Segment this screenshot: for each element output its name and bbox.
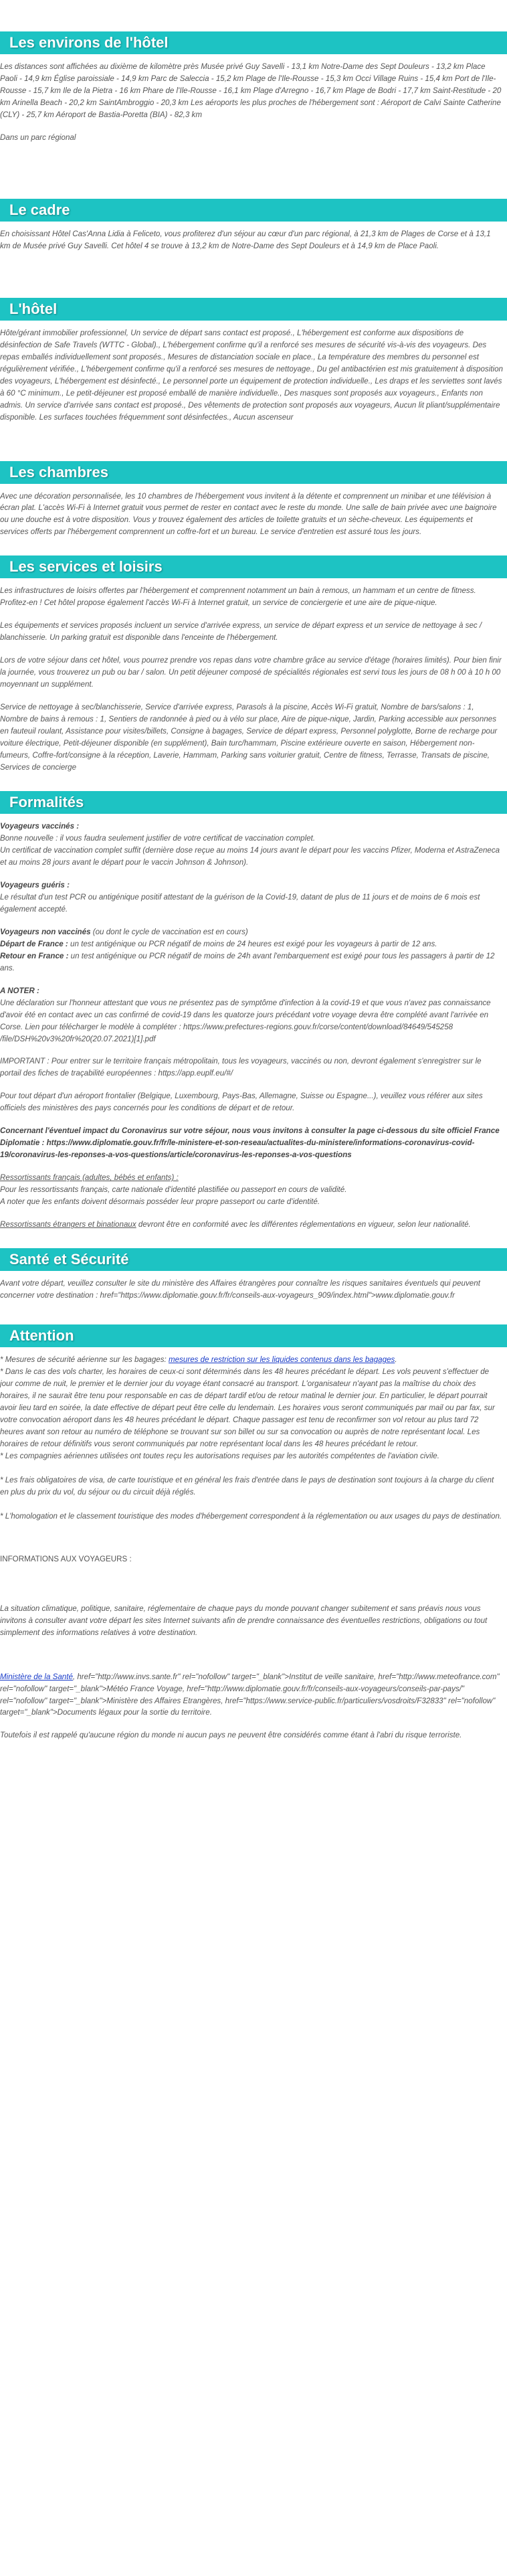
gueris-label: Voyageurs guéris : bbox=[0, 880, 70, 889]
formalites-important: IMPORTANT : Pour entrer sur le territoire français métropolitain, tous les voyageurs, vaccinés ou non, devront également s'enregistrer sur le portail des fiches de traçabilité européennes : https://app.euplf.eu/#/ bbox=[0, 1057, 482, 1078]
attention-bagages-suffix: . bbox=[395, 1355, 397, 1365]
formalites-ressortissants-fr bbox=[0, 1172, 503, 1208]
ressortissants-fr-label: Ressortissants français (adultes, bébés et enfants) : bbox=[0, 1173, 179, 1183]
attention-charter: * Dans le cas des vols charter, les horaires de ceux-ci sont déterminés dans les 48 heures précédant le départ. Les vols peuvent s'effectuer de jour comme de nuit, le premier et le dernier jour du voyage étant consacré au transport. L'organisateur n'ayant pas la maîtrise du choix des horaires, il ne saurait être tenu pour responsable en cas de départ tardif et/ou de retour matinal le dernier jour. En particulier, le départ pourrait avoir lieu tard en soirée, la date effective de départ peut être celle du lendemain. Les horaires vous seront communiqués par mail ou par fax, sur votre convocation aéroport dans les 48 heures précédant le départ. Chaque passager est tenu de reconfirmer son vol retour au plus tard 72 heures avant son retour au numéro de téléphone se trouvant sur son billet ou sur sa convocation ou auprès de notre représentant local. Les horaires de retour définitifs vous seront communiqués par notre représentant local dans les 48 heures précédant le retour. bbox=[0, 1367, 495, 1448]
gueris-text: Le résultat d'un test PCR ou antigénique positif attestant de la guérison de la Covid-19, datant de plus de 11 jours et de moins de 6 mois est également accepté. bbox=[0, 892, 480, 914]
anoter-text: Une déclaration sur l'honneur attestant que vous ne présentez pas de symptôme d'infection à la covid-19 et que vous n'avez pas connaissance d'avoir été en contact avec un cas confirmé de covid-19 dans les quatorze jours précédant votre voyage devra être complété avant l'arrivée en Corse. Lien pour télécharger le modèle à compléter : https://www.prefectures-regions.gouv.fr/corse/content/download/84649/545258 /file/DSH%20v3%20fr%20(20.07.2021)[1].pdf bbox=[0, 998, 491, 1043]
nonvacc-label: Voyageurs non vaccinés bbox=[0, 927, 91, 936]
attention-compagnies: * Les compagnies aériennes utilisées ont toutes reçu les autorisations requises par les autorités compétentes de l'aviation civile. bbox=[0, 1451, 439, 1460]
hotel-text: Hôte/gérant immobilier professionnel, Un service de départ sans contact est proposé., L'hébergement est conforme aux dispositions de désinfection de Safe Travels (WTTC - Global)., L'hébergement confirme qu'il a renforcé ses mesures de sécurité vis-à-vis des voyageurs. Des repas emballés individuellement sont proposés., Mesures de distanciation sociale en place., La température des membres du personnel est régulièrement vérifiée., L'hébergement confirme qu'il a renforcé ses mesures de nettoyage., Du gel antibactérien est mis gratuitement à disposition des voyageurs, L'hébergement est désinfecté., Le personnel porte un équipement de protection individuelle., Les draps et les serviettes sont lavés à 60 °C minimum., Le petit-déjeuner est proposé emballé de manière individuelle., Des masques sont proposés aux voyageurs., Enfants non admis. Un service d'arrivée sans contact est proposé., Des vêtements de protection sont proposés aux voyageurs, Aucun lit pliant/supplémentaire disponible. Les surfaces touchées fréquemment sont désinfectées., Aucun ascenseur bbox=[0, 328, 503, 422]
cadre-text: En choisissant Hôtel Cas'Anna Lidia à Feliceto, vous profiterez d'un séjour au cœur d'un parc régional, à 21,3 km de Plages de Corse et à 13,1 km de Musée privé Guy Savelli. Cet hôtel 4 se trouve à 13,2 km de Notre-Dame des Sept Douleurs et à 14,9 km de Place Paoli. bbox=[0, 229, 491, 250]
attention-homologation: * L'homologation et le classement touristique des modes d'hébergement correspondent à la réglementation ou aux usages du pays de destination. bbox=[0, 1511, 502, 1521]
formalites-concernant bbox=[0, 1125, 503, 1161]
liquides-restriction-link[interactable]: mesures de restriction sur les liquides contenus dans les bagages bbox=[168, 1355, 395, 1365]
ressortissants-fr-line-2: A noter que les enfants doivent désormais posséder leur propre passeport ou carte d'identité. bbox=[0, 1197, 320, 1207]
vaccines-line-1: Bonne nouvelle : il vous faudra seulement justifier de votre certificat de vaccination complet. bbox=[0, 833, 316, 843]
environs-distances: Les distances sont affichées au dixième de kilomètre près Musée privé Guy Savelli - 13,1 km Notre-Dame des Sept Douleurs - 13,2 km Place Paoli - 14,9 km Église paroissiale - 14,9 km Parc de Saleccia - 15,2 km Plage de l'Ile-Rousse - 15,3 km Occi Village Ruins - 15,4 km Port de l'Ile-Rousse - 15,7 km Ile de la Pietra - 16 km Phare de l'Ile-Rousse - 16,1 km Plage d'Arregno - 16,7 km Plage de Bodri - 17,7 km Saint-Restitude - 20 km Arinella Beach - 20,2 km SaintAmbroggio - 20,3 km Les aéroports les plus proches de l'hébergement sont : Aéroport de Calvi Sainte Catherine (CLY) - 25,7 km Aéroport de Bastia-Poretta (BIA) - 82,3 km bbox=[0, 62, 502, 119]
attention-situation: La situation climatique, politique, sanitaire, réglementaire de chaque pays du monde pouvant changer subitement et sans préavis nous vous invitons à consulter avant votre départ les sites Internet suivants afin de prendre connaissance des éventuelles restrictions, obligations ou tout simplement des informations relatives à votre destination. bbox=[0, 1604, 488, 1637]
retour-label: Retour en France : bbox=[0, 951, 69, 960]
formalites-a-noter bbox=[0, 985, 503, 1045]
depart-label: Départ de France : bbox=[0, 939, 68, 948]
services-text-4: Service de nettoyage à sec/blanchisserie, Service d'arrivée express, Parasols à la piscine, Accès Wi-Fi gratuit, Nombre de bars/salons : 1, Nombre de bains à remous : 1, Sentiers de randonnée à pied ou à vélo sur place, Aire de pique-nique, Jardin, Parking accessible aux personnes en fauteuil roulant, Assistance pour visites/billets, Consigne à bagages, Service de départ express, Personnel polyglotte, Borne de recharge pour voiture électrique, Petit-déjeuner disponible (en supplément), Bain turc/hammam, Piscine extérieure ouverte en saison, Hébergement non-fumeurs, Coffre-fort/consigne à la réception, Laverie, Hammam, Parking sans voiturier gratuit, Centre de fitness, Terrasse, Transats de piscine, Services de concierge bbox=[0, 703, 498, 772]
attention-bagages bbox=[0, 1354, 503, 1366]
ministere-sante-link[interactable]: Ministère de la Santé bbox=[0, 1672, 73, 1681]
vaccines-label: Voyageurs vaccinés : bbox=[0, 821, 80, 831]
concernant-text: Concernant l'éventuel impact du Coronavirus sur votre séjour, nous vous invitons à consulter la page ci-dessous du site officiel France Diplomatie : https://www.diplomatie.gouv.fr/fr/le-ministere-et-son-reseau/actualites-du-ministere/informations-coronavirus-covid-19/coronavirus-les-reponses-a-vos-questions/article/coronavirus-les-reponses-a-vos-questions bbox=[0, 1126, 500, 1160]
attention-links-rest: , href="http://www.invs.sante.fr" rel="nofollow" target="_blank">Institut de veille sanitaire, href="http://www.meteofrance.com" rel="nofollow" target="_blank">Météo France Voyage, href="http://www.diplomatie.gouv.fr/fr/conseils-aux-voyageurs/conseils-par-pays/" rel="nofollow" target="_blank">Ministère des Affaires Etrangères, href="https://www.service-public.fr/particuliers/vosdroits/F32833" rel="nofollow" target="_blank">Documents légaux pour la sortie du territoire. bbox=[0, 1672, 500, 1717]
nonvacc-suffix: (ou dont le cycle de vaccination est en cours) bbox=[90, 927, 248, 936]
services-text-3: Lors de votre séjour dans cet hôtel, vous pourrez prendre vos repas dans votre chambre grâce au service d'étage (horaires limités). Pour bien finir la journée, vous trouverez un pub ou bar / salon. Un petit déjeuner composé de spécialités régionales est servi tous les jours de 08 h 00 à 10 h 00 moyennant un supplément. bbox=[0, 656, 502, 689]
anoter-label: A NOTER : bbox=[0, 986, 39, 995]
section-title-environs: Les environs de l'hôtel bbox=[0, 31, 507, 54]
section-title-cadre: Le cadre bbox=[0, 199, 507, 222]
formalites-gueris bbox=[0, 879, 503, 916]
infos-voyageurs: INFORMATIONS AUX VOYAGEURS : bbox=[0, 1554, 132, 1563]
ressortissants-etr-text: devront être en conformité avec les différentes réglementations en vigueur, selon leur nationalité. bbox=[136, 1220, 471, 1229]
attention-bagages-prefix: * Mesures de sécurité aérienne sur les bagages: bbox=[0, 1355, 169, 1365]
attention-final: Toutefois il est rappelé qu'aucune région du monde ni aucun pays ne peuvent être considérés comme étant à l'abri du risque terroriste. bbox=[0, 1731, 462, 1740]
retour-text: un test antigénique ou PCR négatif de moins de 24h avant l'embarquement est exigé pour tous les passagers à partir de 12 ans. bbox=[0, 951, 495, 972]
attention-visa: * Les frais obligatoires de visa, de carte touristique et en général les frais d'entrée dans le pays de destination sont toujours à la charge du client en plus du prix du vol, du séjour ou du circuit déjà réglés. bbox=[0, 1475, 494, 1496]
section-title-sante: Santé et Sécurité bbox=[0, 1248, 507, 1271]
vaccines-line-2: Un certificat de vaccination complet suffit (dernière dose reçue au moins 14 jours avant le départ pour les vaccins Pfizer, Moderna et AstraZeneca et au moins 28 jours avant le départ pour le vaccin Johnson & Johnson). bbox=[0, 845, 500, 867]
sante-text: Avant votre départ, veuillez consulter le site du ministère des Affaires étrangères pour connaître les risques sanitaires éventuels qui peuvent concerner votre destination : href="https://www.diplomatie.gouv.fr/fr/conseils-aux-voyageurs_909/index.html">www.diplomatie.gouv.fr bbox=[0, 1279, 480, 1300]
section-title-hotel: L'hôtel bbox=[0, 298, 507, 321]
formalites-non-vaccines bbox=[0, 926, 503, 974]
section-title-chambres: Les chambres bbox=[0, 461, 507, 484]
section-title-services: Les services et loisirs bbox=[0, 555, 507, 578]
depart-text: un test antigénique ou PCR négatif de moins de 24 heures est exigé pour les voyageurs à partir de 12 ans. bbox=[68, 939, 437, 948]
formalites-vaccines bbox=[0, 821, 503, 869]
section-title-attention: Attention bbox=[0, 1324, 507, 1347]
formalites-aeroport: Pour tout départ d'un aéroport frontalier (Belgique, Luxembourg, Pays-Bas, Allemagne, Suisse ou Espagne...), veuillez vous référer aux sites officiels des ministères des pays concernés pour les conditions de départ et de retour. bbox=[0, 1092, 483, 1113]
services-text-2: Les équipements et services proposés incluent un service d'arrivée express, un service de départ express et un service de nettoyage à sec / blanchisserie. Un parking gratuit est disponible dans l'enceinte de l'hébergement. bbox=[0, 621, 482, 642]
services-text-1: Les infrastructures de loisirs offertes par l'hébergement et comprennent notamment un bain à remous, un hammam et un centre de fitness. Profitez-en ! Cet hôtel propose également l'accès Wi-Fi à Internet gratuit, un service de conciergerie et une aire de pique-nique. bbox=[0, 586, 476, 608]
chambres-text: Avec une décoration personnalisée, les 10 chambres de l'hébergement vous invitent à la détente et comprennent un minibar et une télévision à écran plat. L'accès Wi-Fi à Internet gratuit vous permet de rester en contact avec le reste du monde. Une salle de bain privée avec une baignoire ou une douche est à votre disposition. Vous y trouvez également des articles de toilette gratuits et un sèche-cheveux. Les équipements et services offerts par l'hébergement comprennent un coffre-fort et un bureau. Le service d'entretien est assuré tous les jours. bbox=[0, 491, 497, 537]
ressortissants-etr-label: Ressortissants étrangers et binationaux bbox=[0, 1220, 136, 1229]
section-title-formalites: Formalités bbox=[0, 791, 507, 814]
formalites-ressortissants-etr bbox=[0, 1219, 503, 1231]
attention-links bbox=[0, 1671, 503, 1719]
environs-parc: Dans un parc régional bbox=[0, 133, 76, 142]
ressortissants-fr-line-1: Pour les ressortissants français, carte nationale d'identité plastifiée ou passeport en cours de validité. bbox=[0, 1185, 347, 1195]
